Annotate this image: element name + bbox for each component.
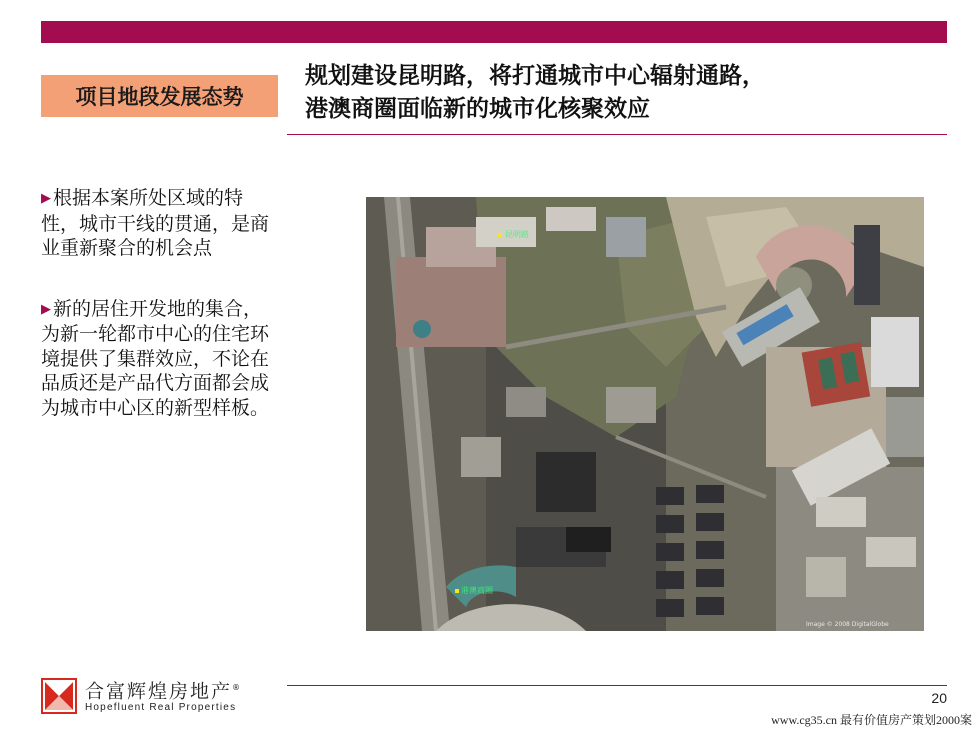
slide-headline: [305, 60, 945, 126]
logo-english-name: Hopefluent Real Properties: [85, 701, 237, 713]
bullet-item: [41, 186, 277, 261]
hopefluent-logo-icon: [41, 678, 77, 714]
headline-line-2: 港澳商圈面临新的城市化核聚效应: [305, 96, 650, 122]
headline-line-1: 规划建设昆明路，将打通城市中心辐射通路，: [305, 63, 765, 89]
satellite-map-image: [366, 197, 924, 631]
bullet-list: [41, 186, 277, 456]
page-number: 20: [931, 690, 947, 706]
footer-watermark: www.cg35.cn 最有价值房产策划2000案: [771, 713, 972, 727]
map-label-kunming-road: 昆明路: [505, 230, 529, 239]
bullet-arrow-icon: ▶: [41, 301, 51, 317]
map-label-gangao-district: 港澳商圈: [461, 586, 493, 595]
registered-mark: ®: [232, 683, 243, 693]
headline-divider: [287, 134, 947, 135]
bullet-arrow-icon: ▶: [41, 191, 51, 206]
top-brand-bar: [41, 21, 947, 43]
section-tag-label: 项目地段发展态势: [75, 85, 244, 109]
footer-divider: [287, 685, 947, 686]
section-tag: [41, 75, 278, 117]
bullet-text: 根据本案所处区域的特性，城市干线的贯通，是商业重新聚合的机会点: [41, 187, 270, 259]
logo-chinese-name: 合富辉煌房地产: [85, 680, 233, 703]
bullet-text: 新的居住开发地的集合，为新一轮都市中心的住宅环境提供了集群效应，不论在品质还是产品代方面都会成为城市中心区的新型样板。: [41, 297, 270, 419]
map-credit: Image © 2008 DigitalGlobe: [806, 621, 889, 628]
bullet-item: [41, 297, 277, 421]
company-logo: [41, 678, 242, 714]
